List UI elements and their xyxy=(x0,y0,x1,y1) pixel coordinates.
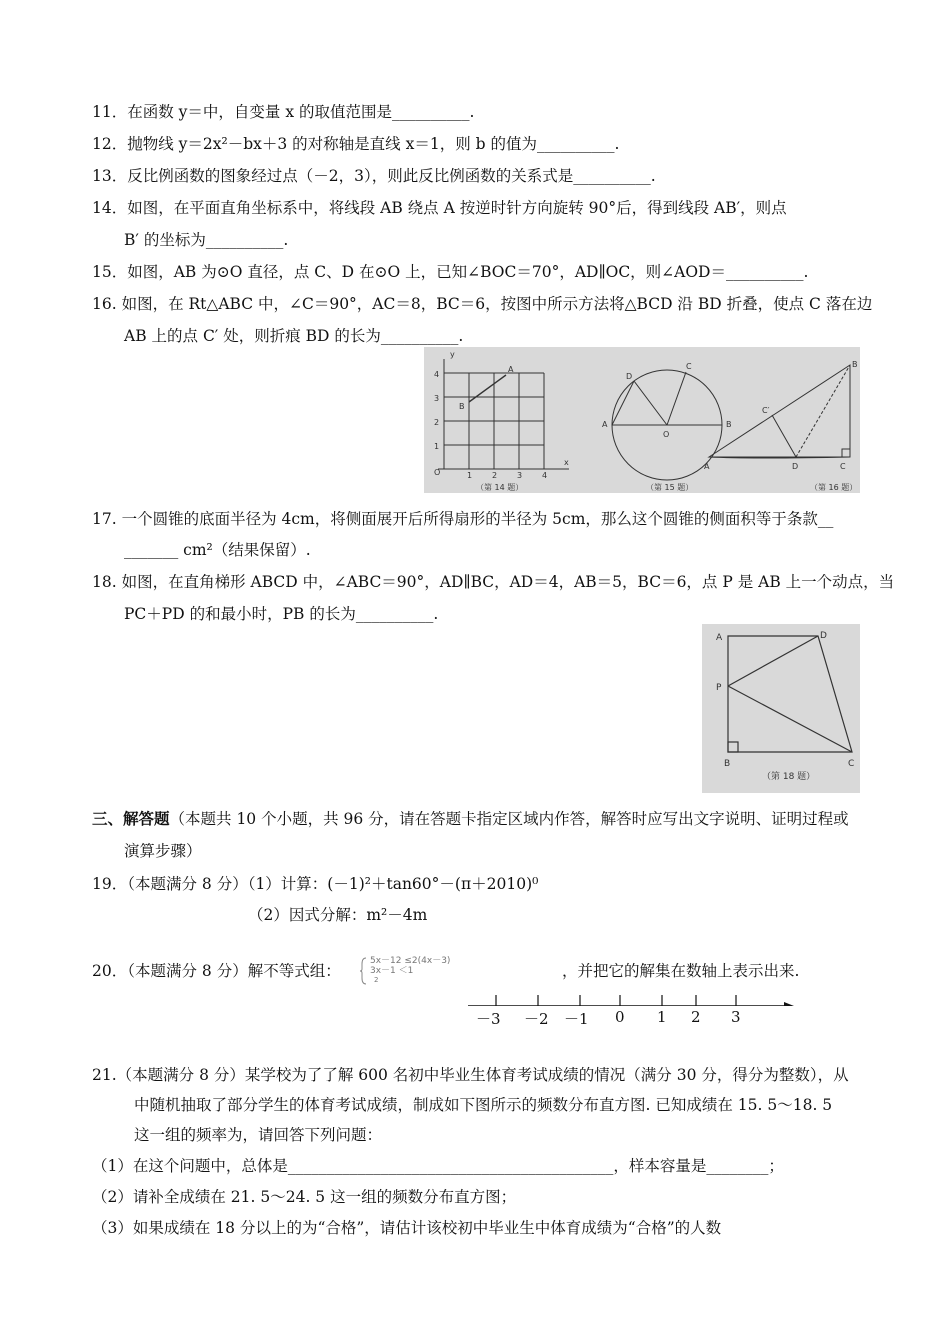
figure-15-caption: （第 15 题） xyxy=(646,483,694,492)
question-13: 13．反比例函数的图象经过点（－2，3），则此反比例函数的关系式是__________. xyxy=(92,167,656,185)
inequality-1: 5x－12 ≤2(4x－3) xyxy=(370,956,451,966)
question-17-line1: 17. 一个圆锥的底面半径为 4cm，将侧面展开后所得扇形的半径为 5cm，那么这个圆锥的侧面积等于条款__ xyxy=(92,510,834,528)
svg-text:4: 4 xyxy=(542,471,548,480)
question-20-prefix: 20．（本题满分 8 分）解不等式组： xyxy=(92,962,341,980)
section-3-heading xyxy=(92,808,849,830)
svg-text:C: C xyxy=(686,362,692,371)
svg-text:A: A xyxy=(716,633,723,643)
question-11: 11．在函数 y＝中，自变量 x 的取值范围是__________. xyxy=(92,103,475,121)
question-20-inequality-system xyxy=(360,956,560,986)
inequality-2: 3x－1 ＜1 xyxy=(370,966,414,976)
tick-label-3: 3 xyxy=(731,1008,741,1026)
question-21-line1: 21.（本题满分 8 分）某学校为了了解 600 名初中毕业生体育考试成绩的情况（满分 30 分，得分为整数），从 xyxy=(92,1066,849,1084)
figure-16-caption: （第 16 题） xyxy=(810,483,858,492)
figure-strip-14-15-16 xyxy=(424,347,860,493)
number-line xyxy=(466,992,796,1026)
question-19-part2: （2）因式分解：m²－4m xyxy=(248,906,428,924)
question-19-part1: 19．（本题满分 8 分）（1）计算：(－1)²＋tan60°－(π＋2010)⁰ xyxy=(92,875,539,893)
svg-text:C: C xyxy=(848,759,855,769)
question-14-line2: B′ 的坐标为__________. xyxy=(124,231,289,249)
svg-text:A: A xyxy=(602,420,608,429)
section-3-title: 三、解答题 xyxy=(92,809,170,828)
svg-text:2: 2 xyxy=(434,418,440,427)
figure-18-trapezoid xyxy=(702,624,860,793)
question-21-part3: （3）如果成绩在 18 分以上的为“合格”，请估计该校初中毕业生中体育成绩为“合格”的人数 xyxy=(92,1219,722,1237)
svg-text:y: y xyxy=(450,350,455,359)
svg-text:D: D xyxy=(820,631,827,641)
question-12: 12．抛物线 y＝2x²－bx＋3 的对称轴是直线 x＝1，则 b 的值为__________. xyxy=(92,135,620,153)
question-15: 15．如图，AB 为⊙O 直径，点 C、D 在⊙O 上，已知∠BOC＝70°，AD∥OC，则∠AOD＝__________. xyxy=(92,263,809,281)
svg-text:O: O xyxy=(663,430,670,439)
svg-text:3: 3 xyxy=(434,394,440,403)
question-21-line3: 这一组的频率为，请回答下列问题： xyxy=(134,1126,383,1144)
tick-label-neg3: －3 xyxy=(476,1010,501,1028)
svg-text:A: A xyxy=(704,462,710,471)
question-16-line2: AB 上的点 C′ 处，则折痕 BD 的长为__________. xyxy=(124,327,464,345)
svg-text:D: D xyxy=(626,372,633,381)
svg-text:3: 3 xyxy=(517,471,523,480)
question-21-line2: 中随机抽取了部分学生的体育考试成绩，制成如下图所示的频数分布直方图. 已知成绩在 15. 5～18. 5 xyxy=(134,1096,833,1114)
question-18-line2: PC＋PD 的和最小时，PB 的长为__________. xyxy=(124,605,439,623)
tick-label-1: 1 xyxy=(657,1008,667,1026)
svg-text:B: B xyxy=(852,360,858,369)
svg-text:B: B xyxy=(726,420,732,429)
figure-16-triangle xyxy=(709,365,850,458)
tick-label-neg1: －1 xyxy=(564,1010,589,1028)
section-3-instructions: （本题共 10 个小题，共 96 分，请在答题卡指定区域内作答，解答时应写出文字说明、证明过程或 xyxy=(169,810,849,828)
svg-text:1: 1 xyxy=(434,442,440,451)
question-14-line1: 14．如图，在平面直角坐标系中，将线段 AB 绕点 A 按逆时针方向旋转 90°后，得到线段 AB′，则点 xyxy=(92,199,787,217)
svg-text:P: P xyxy=(716,683,722,693)
question-21-part2: （2）请补全成绩在 21. 5～24. 5 这一组的频数分布直方图； xyxy=(92,1188,517,1206)
svg-text:x: x xyxy=(564,458,569,467)
tick-label-neg2: －2 xyxy=(524,1010,549,1028)
figure-14-grid xyxy=(438,359,569,469)
svg-text:O: O xyxy=(434,468,441,477)
svg-text:C′: C′ xyxy=(762,406,770,415)
svg-text:B: B xyxy=(459,402,465,411)
question-20-suffix: ，并把它的解集在数轴上表示出来. xyxy=(562,962,800,980)
question-16-line1: 16. 如图，在 Rt△ABC 中，∠C＝90°，AC＝8，BC＝6，按图中所示方法将△BCD 沿 BD 折叠，使点 C 落在边 xyxy=(92,295,873,313)
tick-label-2: 2 xyxy=(691,1008,701,1026)
svg-text:B: B xyxy=(724,759,731,769)
svg-text:4: 4 xyxy=(434,370,440,379)
figure-14-caption: （第 14 题） xyxy=(476,483,524,492)
svg-text:C: C xyxy=(840,462,846,471)
svg-text:2: 2 xyxy=(492,471,498,480)
svg-text:D: D xyxy=(792,462,799,471)
svg-text:A: A xyxy=(508,365,514,374)
section-3-instructions-line2: 演算步骤） xyxy=(124,842,202,860)
svg-text:1: 1 xyxy=(467,471,473,480)
question-18-line1: 18. 如图，在直角梯形 ABCD 中，∠ABC＝90°，AD∥BC，AD＝4，AB＝5，BC＝6，点 P 是 AB 上一个动点，当 xyxy=(92,573,895,591)
tick-label-0: 0 xyxy=(615,1008,625,1026)
question-21-part1: （1）在这个问题中，总体是__________________________________________，样本容量是________； xyxy=(92,1157,784,1175)
question-17-line2: _______ cm²（结果保留）. xyxy=(124,541,311,559)
figure-18-caption: （第 18 题） xyxy=(762,772,816,782)
inequality-2-denominator: 2 xyxy=(374,976,379,984)
